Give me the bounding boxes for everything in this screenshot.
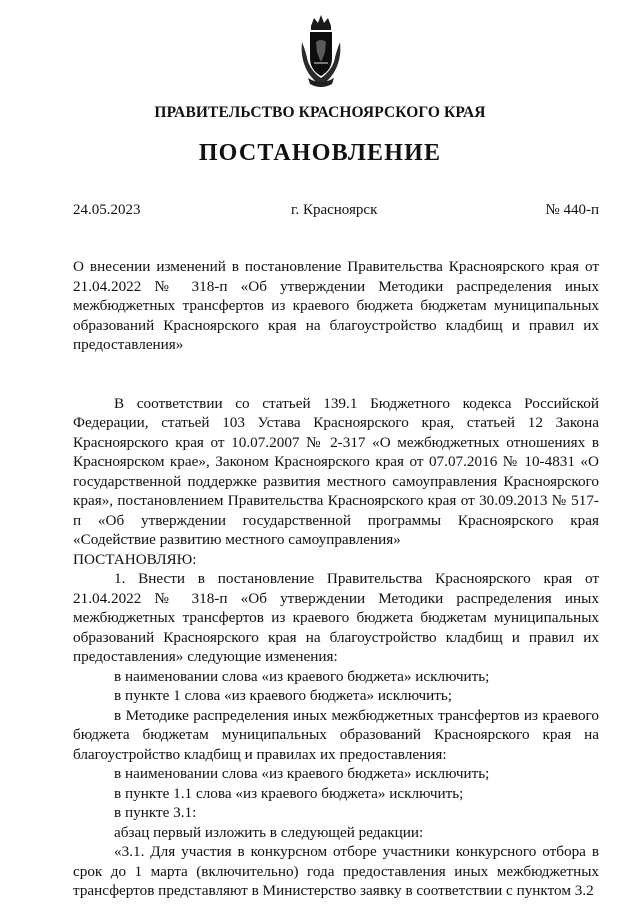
- preamble-paragraph: В соответствии со статьей 139.1 Бюджетного кодекса Российской Федерации, статьей 103 Устава Красноярского края, статьей 12 Закона Красноярского края от 10.07.2007 № 2-317 «О межбюджетных отношениях в Красноярском крае», Законом Красноярского края от 07.07.2016 № 10-4831 «О государственной поддержке развития местного самоуправления Красноярского края», постановлением Правительства Красноярского края от 30.09.2013 № 517-п «Об утверждении государственной программы Красноярского края «Содействие развитию местного самоуправления»: [73, 394, 599, 548]
- sub-item-6: в пункте 3.1:: [114, 804, 197, 821]
- sub-item-5: в пункте 1.1 слова «из краевого бюджета» исключить;: [114, 784, 464, 802]
- government-name: ПРАВИТЕЛЬСТВО КРАСНОЯРСКОГО КРАЯ: [154, 104, 486, 121]
- document-number: № 440-п: [545, 202, 599, 218]
- sub-item-4: в наименовании слова «из краевого бюджета» исключить;: [114, 765, 490, 782]
- spacer: [73, 355, 599, 394]
- coat-of-arms-emblem: [299, 12, 343, 90]
- item-1-paragraph: 1. Внести в постановление Правительства Красноярского края от 21.04.2022 № 318-п «Об утверждении Методики распределения иных межбюджетных трансфертов из краевого бюджета бюджетам муниципальных образований Красноярского края на благоустройство кладбищ и правил их предоставления» следующие изменения:: [73, 570, 599, 665]
- document-city: г. Красноярск: [291, 202, 378, 218]
- document-body: [73, 257, 599, 901]
- sub-item-2: в пункте 1 слова «из краевого бюджета» исключить;: [114, 687, 453, 704]
- document-title: О внесении изменений в постановление Правительства Красноярского края от 21.04.2022 № 318-п «Об утверждении Методики распределения иных межбюджетных трансфертов из краевого бюджета бюджетам муниципальных образований Красноярского края на благоустройство кладбищ и правил их предоставления»: [73, 258, 599, 353]
- sub-item-7: абзац первый изложить в следующей редакции:: [114, 823, 424, 841]
- document-date: 24.05.2023: [73, 202, 141, 218]
- document-type: ПОСТАНОВЛЕНИЕ: [198, 140, 442, 166]
- decree-word: ПОСТАНОВЛЯЮ:: [73, 550, 197, 568]
- sub-item-1: в наименовании слова «из краевого бюджета» исключить;: [114, 667, 490, 685]
- sub-item-3: в Методике распределения иных межбюджетных трансфертов из краевого бюджета бюджетам муниципальных образований Красноярского края на благоустройство кладбищ и правилах их предоставления:: [73, 706, 599, 763]
- quoted-paragraph: «3.1. Для участия в конкурсном отборе участники конкурсного отбора в срок до 1 марта (включительно) года предоставления иных межбюджетных трансфертов представляют в Министерство заявку в соответствии с пунктом 3.2: [73, 843, 599, 899]
